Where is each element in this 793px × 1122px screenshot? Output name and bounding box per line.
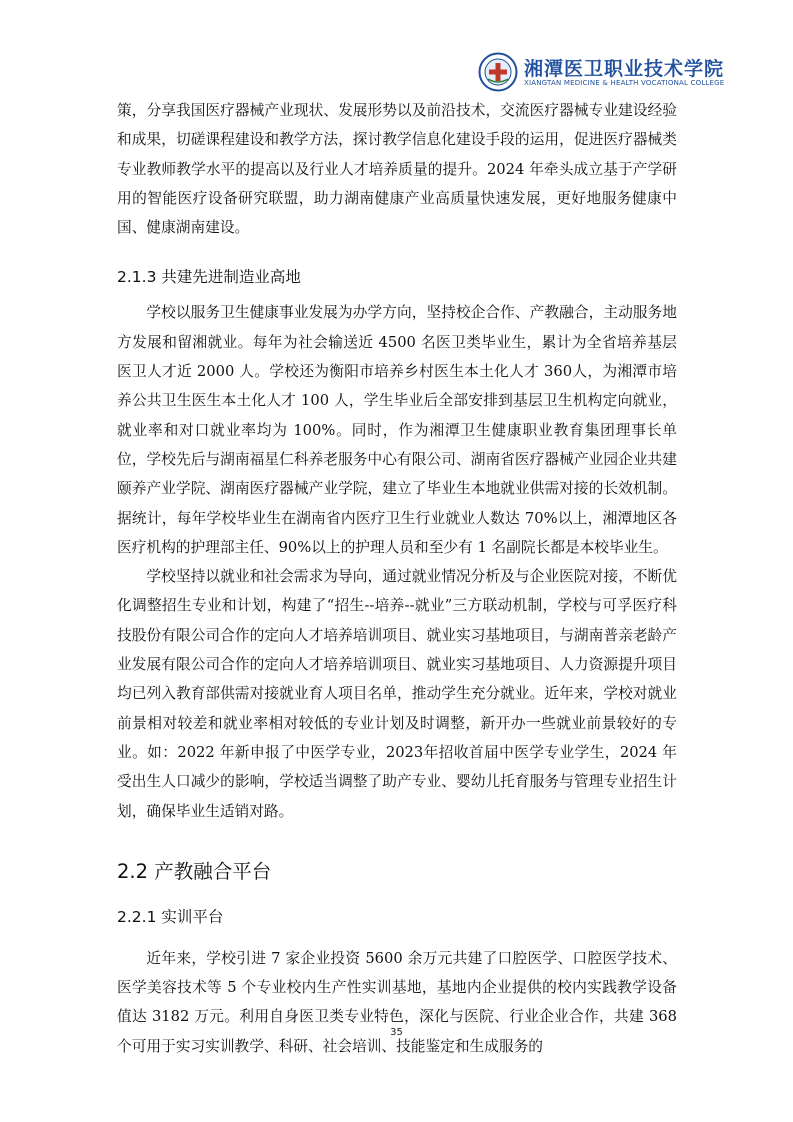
school-emblem-icon [478, 52, 518, 92]
school-name-cn: 湘潭医卫职业技术学院 [524, 58, 725, 80]
section-heading-2-2-1: 2.2.1 实训平台 [117, 907, 224, 926]
paragraph: 学校以服务卫生健康事业发展为办学方向，坚持校企合作、产教融合，主动服务地方发展和留湘就业。每年为社会输送近 4500 名医卫类毕业生，累计为全省培养基层医卫人才近 2000 人。学校还为衡阳市培养乡村医生本土化人才 360人，为湘潭市培养公共卫生医生本土化人才 100 人，学生毕业后全部安排到基层卫生机构定向就业，就业率和对口就业率均为 100%。同时，作为湘潭卫生健康职业教育集团理事长单位，学校先后与湖南福星仁科养老服务中心有限公司、湖南省医疗器械产业园企业共建颐养产业学院、湖南医疗器械产业学院，建立了毕业生本地就业供需对接的长效机制。据统计，每年学校毕业生在湖南省内医疗卫生行业就业人数达 70%以上，湘潭地区各医疗机构的护理部主任、90%以上的护理人员和至少有 1 名副院长都是本校毕业生。 [117, 304, 677, 556]
paragraph: 学校坚持以就业和社会需求为导向，通过就业情况分析及与企业医院对接，不断优化调整招生专业和计划，构建了“招生--培养--就业”三方联动机制，学校与可孚医疗科技股份有限公司合作的定向人才培养培训项目、就业实习基地项目，与湖南普亲老龄产业发展有限公司合作的定向人才培养培训项目、就业实习基地项目、人力资源提升项目均已列入教育部供需对接就业育人项目名单，推动学生充分就业。近年来，学校对就业前景相对较差和就业率相对较低的专业计划及时调整，新开办一些就业前景较好的专业。如：2022 年新申报了中医学专业，2023年招收首届中医学专业学生，2024 年受出生人口减少的影响，学校适当调整了助产专业、婴幼儿托育服务与管理专业招生计划，确保毕业生适销对路。 [117, 568, 677, 820]
section-heading-2-2: 2.2 产教融合平台 [117, 859, 272, 883]
page-header [478, 48, 725, 96]
school-name-en: XIANGTAN MEDICINE & HEALTH VOCATIONAL COLLEGE [524, 79, 725, 87]
page-number: 35 [390, 1027, 403, 1038]
section-heading-2-1-3: 2.1.3 共建先进制造业高地 [117, 268, 301, 287]
paragraph-continued: 策，分享我国医疗器械产业现状、发展形势以及前沿技术，交流医疗器械专业建设经验和成果，切磋课程建设和教学方法，探讨教学信息化建设手段的运用，促进医疗器械类专业教师教学水平的提高以及行业人才培养质量的提升。2024 年牵头成立基于产学研用的智能医疗设备研究联盟，助力湖南健康产业高质量快速发展，更好地服务健康中国、健康湖南建设。 [117, 102, 677, 237]
paragraph: 近年来，学校引进 7 家企业投资 5600 余万元共建了口腔医学、口腔医学技术、医学美容技术等 5 个专业校内生产性实训基地，基地内企业提供的校内实践教学设备值达 3182 万元。利用自身医卫类专业特色，深化与医院、行业企业合作，共建 368 个可用于实习实训教学、科研、社会培训、技能鉴定和生成服务的 [117, 949, 677, 1055]
page-body [117, 96, 677, 1061]
